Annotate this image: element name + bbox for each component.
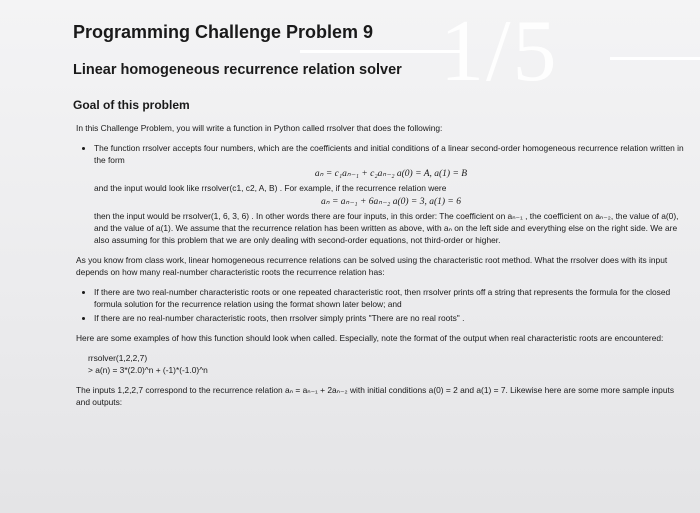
example-formula: aₙ = aₙ₋₁ + 6aₙ₋₂ a(0) = 3, a(1) = 6: [321, 197, 461, 207]
method-paragraph: As you know from class work, linear homogeneous recurrence relations can be solved using the characteristic root method. What the rrsolver does with its input depends on how many real-number characteristic roots the recurrence relation has:: [76, 255, 668, 277]
document-body: [76, 122, 688, 408]
bullet-text: The function rrsolver accepts four numbers, which are the coefficients and initial conditions of a linear second-order homogeneous recurrence relation written in the form: [94, 143, 684, 165]
code-call: rrsolver(1,2,2,7): [88, 353, 148, 363]
page-subtitle: Linear homogeneous recurrence relation solver: [73, 62, 402, 78]
list-item: [94, 142, 688, 246]
closing-paragraph: The inputs 1,2,2,7 correspond to the recurrence relation aₙ = aₙ₋₁ + 2aₙ₋₂ with initial conditions a(0) = 2 and a(1) = 7. Likewise here are some more sample inputs and outputs:: [76, 385, 675, 407]
list-item: • If there are two real-number characteristic roots or one repeated characteristic root, then rrsolver prints off a string that represents the formula for the closed formula solution for the recurrence relation using the format shown later below; and: [94, 286, 688, 310]
input-line: and the input would look like rrsolver(c1, c2, A, B) . For example, if the recurrence relation were: [94, 183, 447, 193]
code-example: [88, 352, 688, 376]
list-item: • If there are no real-number characteristic roots, then rrsolver simply prints "There are no real roots" .: [94, 312, 688, 324]
input-explanation: then the input would be rrsolver(1, 6, 3, 6) . In other words there are four inputs, in this order: The coefficient on aₙ₋₁ , the coefficient on aₙ₋₂, the value of a(0), and the value of a(1). We assume that the recurrence relation has been written as above, with aₙ on the left side and everything else on the right side. We are also assuming for this problem that we are only dealing with second-order equations, not third-order or higher.: [94, 211, 679, 245]
page-title: Programming Challenge Problem 9: [73, 22, 374, 42]
goal-intro: In this Challenge Problem, you will write a function in Python called rrsolver that does the following:: [76, 123, 443, 133]
examples-paragraph: Here are some examples of how this function should look when called. Especially, note the format of the output when real characteristic roots are encountered:: [76, 333, 664, 343]
code-output: > a(n) = 3*(2.0)^n + (-1)*(-1.0)^n: [88, 365, 208, 375]
recurrence-formula: aₙ = c₁aₙ₋₁ + c₂aₙ₋₂ a(0) = A, a(1) = B: [314, 169, 468, 179]
watermark-line: [610, 57, 700, 60]
watermark-line: [300, 50, 460, 53]
page-counter-watermark: 1/5: [440, 3, 559, 100]
method-bullets: [76, 286, 688, 324]
goal-heading: Goal of this problem: [73, 98, 190, 112]
goal-bullets: [76, 142, 688, 246]
